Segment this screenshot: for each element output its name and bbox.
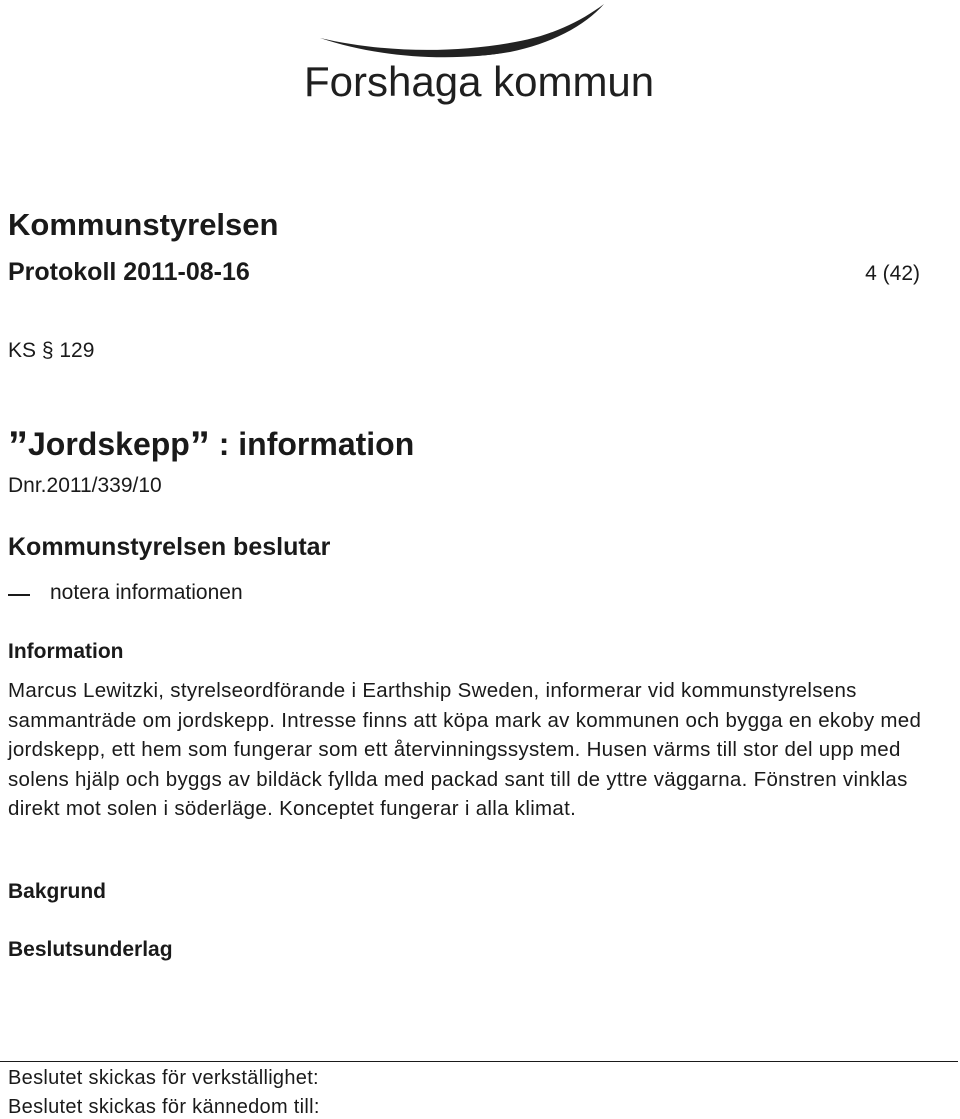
information-heading: Information bbox=[8, 640, 124, 663]
committee-title: Kommunstyrelsen bbox=[8, 207, 279, 242]
item-title-suffix: : information bbox=[218, 426, 415, 462]
send-for-information: Beslutet skickas för kännedom till: bbox=[8, 1096, 320, 1118]
decision-basis-heading: Beslutsunderlag bbox=[8, 938, 173, 961]
footer-divider bbox=[0, 1061, 958, 1062]
protocol-date: Protokoll 2011-08-16 bbox=[8, 258, 250, 286]
decision-bullet: notera informationen bbox=[50, 581, 243, 604]
send-for-execution: Beslutet skickas för verkställighet: bbox=[8, 1067, 319, 1089]
dash-bullet-icon bbox=[8, 594, 30, 596]
item-number: KS § 129 bbox=[8, 339, 95, 362]
background-heading: Bakgrund bbox=[8, 880, 107, 903]
close-quote: ” bbox=[189, 424, 210, 468]
logo-wordmark: Forshaga kommun bbox=[304, 58, 655, 105]
page-number: 4 (42) bbox=[865, 262, 920, 285]
item-title-main: Jordskepp bbox=[28, 426, 190, 462]
item-title bbox=[8, 420, 415, 468]
information-body: Marcus Lewitzki, styrelseordförande i Earthship Sweden, informerar vid kommunstyrelsens sammanträde om jordskepp. Intresse finns att köpa mark av kommunen och bygga en ekoby med jordskepp, ett hem som fungerar som ett återvinningssystem. Husen värms till stor del upp med solens hjälp och byggs av bildäck fyllda med packad sant till de yttre väggarna. Fönstren vinklas direkt mot solen i söderläge. Konceptet fungerar i alla klimat. bbox=[8, 679, 922, 820]
decision-heading: Kommunstyrelsen beslutar bbox=[8, 533, 331, 561]
open-quote: ” bbox=[8, 424, 28, 468]
diary-number: Dnr.2011/339/10 bbox=[8, 474, 162, 497]
municipality-logo bbox=[300, 0, 655, 115]
